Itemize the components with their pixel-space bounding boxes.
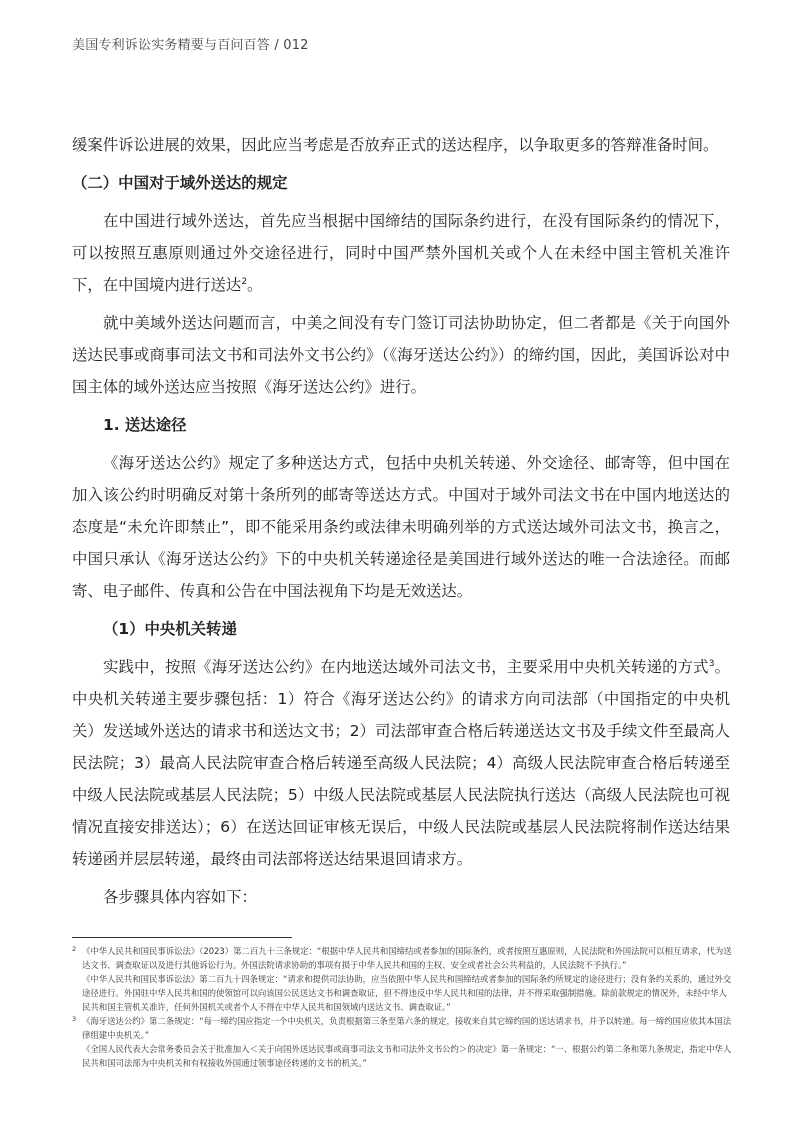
subsubsection-heading: （1）中央机关转递 — [103, 620, 237, 638]
paragraph-sino-us: 就中美域外送达问题而言，中美之间没有专门签订司法协助协定，但二者都是《关于向国外送达民事或商事司法文书和司法外文书公约》（《海牙送达公约》）的缔约国，因此，美国诉讼对中国主体的域外送达应当按照《海牙送达公约》进行。 — [72, 314, 730, 396]
running-header: 美国专利诉讼实务精要与百问百答 / 012 — [72, 38, 309, 53]
footnote-text: 《中华人民共和国民事诉讼法》第二百九十四条规定：“请求和提供司法协助，应当依照中华人民共和国缔结或者参加的国际条约所规定的途径进行；没有条约关系的，通过外交途径进行。外国驻中华人民共和国的使领馆可以向该国公民送达文书和调查取证，但不得违反中华人民共和国的法律，并不得采取强制措施。除前款规定的情况外，未经中华人民共和国主管机关准许，任何外国机关或者个人不得在中华人民共和国领域内送达文书、调查取证。” — [82, 974, 732, 1012]
footnote-mark: 3 — [72, 1015, 77, 1023]
paragraph-text-cont: 。中央机关转递主要步骤包括：1）符合《海牙送达公约》的请求方向司法部（中国指定的中央机关）发送域外送达的请求书和送达文书；2）司法部审查合格后转递送达文书及手续文件至最高人民法院；3）最高人民法院审查合格后转递至高级人民法院；4）高级人民法院审查合格后转递至中级人民法院或基层人民法院；5）中级人民法院或基层人民法院执行送达（高级人民法院也可视情况直接安排送达）；6）在送达回证审核无误后，中级人民法院或基层人民法院将制作送达结果转递函并层层转递，最终由司法部将送达结果退回请求方。 — [72, 658, 730, 868]
paragraph-text: 在中国进行域外送达，首先应当根据中国缔结的国际条约进行，在没有国际条约的情况下，可以按照互惠原则通过外交途径进行，同时中国严禁外国机关或个人在未经中国主管机关准许下，在中国境内进行送达 — [72, 212, 730, 294]
footnote-3-continued — [72, 1042, 732, 1070]
footnotes — [72, 944, 732, 1070]
footnote-text: 《中华人民共和国民事诉讼法》（2023）第二百九十三条规定：“根据中华人民共和国缔结或者参加的国际条约，或者按照互惠原则，人民法院和外国法院可以相互请求，代为送达文书、调查取证以及进行其他诉讼行为。外国法院请求协助的事项有损于中华人民共和国的主权、安全或者社会公共利益的，人民法院不予执行。” — [82, 946, 732, 970]
footnote-ref-3[interactable]: 3 — [708, 658, 715, 669]
section-heading: （二）中国对于域外送达的规定 — [72, 174, 288, 192]
footnote-2-continued — [72, 972, 732, 1014]
body-text — [72, 129, 730, 919]
footnote-divider — [72, 937, 292, 938]
footnote-text: 《全国人民代表大会常务委员会关于批准加入＜关于向国外送达民事或商事司法文书和司法外文书公约＞的决定》第一条规定：“一、根据公约第二条和第九条规定，指定中华人民共和国司法部为中央机关和有权接收外国通过领事途径转递的文书的机关。” — [82, 1044, 732, 1068]
footnote-ref-2[interactable]: 2 — [241, 276, 248, 287]
footnote-mark: 2 — [72, 945, 77, 953]
paragraph-end: 。 — [247, 276, 263, 294]
footnote-2 — [72, 944, 732, 972]
paragraph-continuation: 缓案件诉讼进展的效果，因此应当考虑是否放弃正式的送达程序，以争取更多的答辩准备时间。 — [72, 136, 719, 154]
paragraph-domestic-rules — [72, 205, 730, 301]
footnote-3 — [72, 1014, 732, 1042]
subsection-heading: 1. 送达途径 — [103, 416, 187, 434]
paragraph-service-methods: 《海牙送达公约》规定了多种送达方式，包括中央机关转递、外交途径、邮寄等，但中国在加入该公约时明确反对第十条所列的邮寄等送达方式。中国对于域外司法文书在中国内地送达的态度是“未允许即禁止”，即不能采用条约或法律未明确列举的方式送达域外司法文书，换言之，中国只承认《海牙送达公约》下的中央机关转递途径是美国进行域外送达的唯一合法途径。而邮寄、电子邮件、传真和公告在中国法视角下均是无效送达。 — [72, 454, 730, 600]
paragraph-steps-intro: 各步骤具体内容如下： — [103, 888, 257, 906]
footnote-text: 《海牙送达公约》第二条规定：“每一缔约国应指定一个中央机关，负责根据第三条至第六条的规定，接收来自其它缔约国的送达请求书，并予以转递。每一缔约国应依其本国法律组建中央机关。” — [82, 1016, 732, 1040]
paragraph-central-authority — [72, 651, 730, 875]
paragraph-text: 实践中，按照《海牙送达公约》在内地送达域外司法文书，主要采用中央机关转递的方式 — [103, 658, 709, 676]
